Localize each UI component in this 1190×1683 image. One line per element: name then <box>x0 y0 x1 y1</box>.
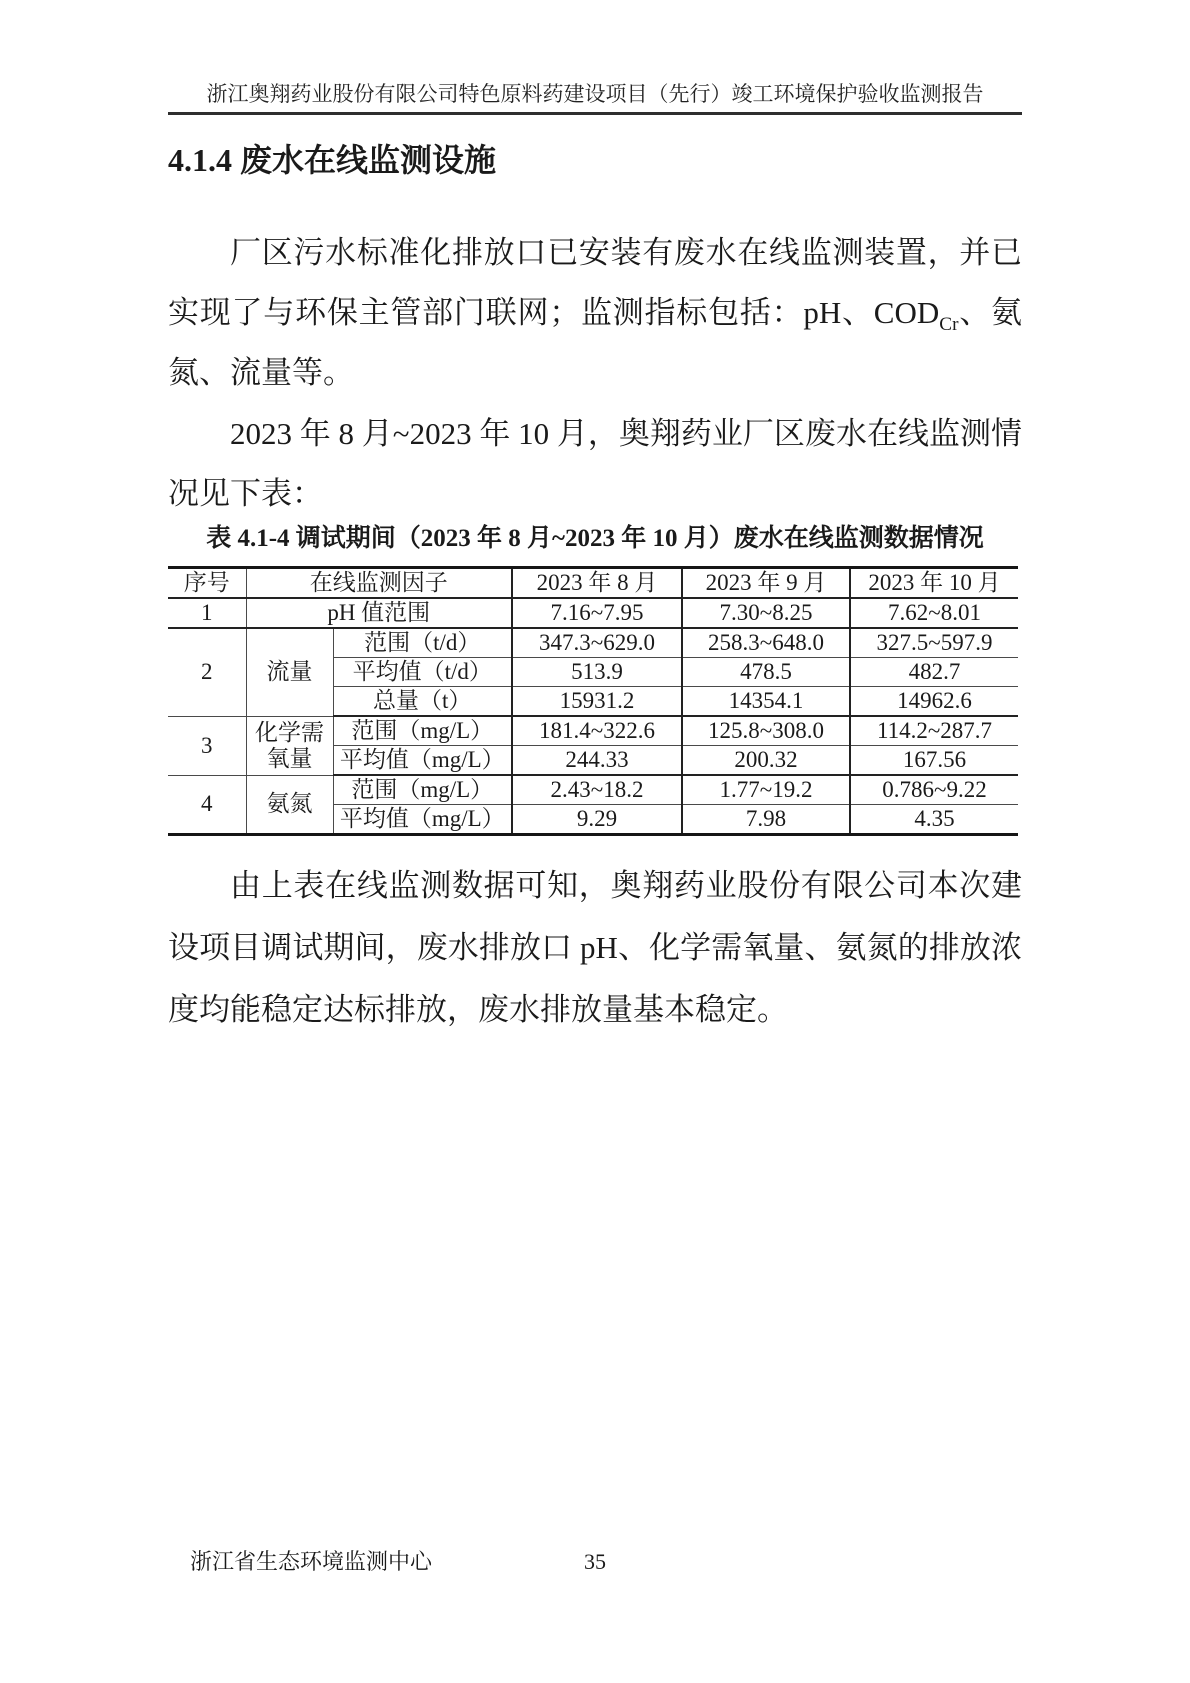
paragraph-text: 2023 年 8 月~2023 年 10 月，奥翔药业厂区废水在线监测情况见下表： <box>168 416 1022 511</box>
header-cell-sep: 2023 年 9 月 <box>682 568 850 599</box>
cell-cod-no: 3 <box>168 716 246 775</box>
cell-flow-range-oct: 327.5~597.9 <box>850 628 1018 658</box>
page-number: 35 <box>584 1549 606 1574</box>
cell-flow-range-aug: 347.3~629.0 <box>512 628 682 658</box>
cell-flow-total-aug: 15931.2 <box>512 687 682 717</box>
table-row-nh3-range <box>168 775 1018 805</box>
cell-flow-no: 2 <box>168 628 246 716</box>
cell-flow-avg-oct: 482.7 <box>850 658 1018 687</box>
paragraph-conclusion <box>168 855 1022 1041</box>
cell-cod-avg-aug: 244.33 <box>512 746 682 776</box>
monitoring-data-table <box>168 566 1018 836</box>
header-cell-no: 序号 <box>168 568 246 599</box>
paragraph-online-monitoring-intro <box>168 223 1022 403</box>
table-row-cod-range <box>168 716 1018 746</box>
cell-ph-sep: 7.30~8.25 <box>682 598 850 628</box>
cell-flow-total-label: 总量（t） <box>333 687 512 717</box>
cell-flow-avg-aug: 513.9 <box>512 658 682 687</box>
cell-cod-range-sep: 125.8~308.0 <box>682 716 850 746</box>
paragraph-text: 、氨氮、流量等。 <box>168 295 1023 390</box>
cell-cod-range-aug: 181.4~322.6 <box>512 716 682 746</box>
table-row-flow-range <box>168 628 1018 658</box>
cell-cod-avg-sep: 200.32 <box>682 746 850 776</box>
cell-ph-aug: 7.16~7.95 <box>512 598 682 628</box>
cell-nh3-range-label: 范围（mg/L） <box>333 775 512 805</box>
cell-flow-range-label: 范围（t/d） <box>333 628 512 658</box>
cell-cod-range-oct: 114.2~287.7 <box>850 716 1018 746</box>
cell-ph-no: 1 <box>168 598 246 628</box>
section-number: 4.1.4 <box>168 142 240 178</box>
cell-cod-factor: 化学需氧量 <box>246 716 333 775</box>
page-header <box>168 82 1022 115</box>
cell-flow-avg-sep: 478.5 <box>682 658 850 687</box>
cell-cod-range-label: 范围（mg/L） <box>333 716 512 746</box>
cod-cr-subscript: Cr <box>939 314 959 336</box>
paragraph-text: 厂区污水标准化排放口已安装有废水在线监测装置，并已实现了与环保主管部门联网；监测指标包括：pH、COD <box>168 235 1022 330</box>
header-cell-aug: 2023 年 8 月 <box>512 568 682 599</box>
cell-cod-avg-oct: 167.56 <box>850 746 1018 776</box>
cell-ph-oct: 7.62~8.01 <box>850 598 1018 628</box>
table-row-ph <box>168 598 1018 628</box>
cell-nh3-range-aug: 2.43~18.2 <box>512 775 682 805</box>
cell-flow-total-oct: 14962.6 <box>850 687 1018 717</box>
section-heading <box>168 140 1022 180</box>
paragraph-text: 由上表在线监测数据可知，奥翔药业股份有限公司本次建设项目调试期间，废水排放口 pH、化学需氧量、氨氮的排放浓度均能稳定达标排放，废水排放量基本稳定。 <box>168 868 1022 1027</box>
cell-flow-factor: 流量 <box>246 628 333 716</box>
footer-organization: 浙江省生态环境监测中心 <box>190 1549 433 1574</box>
cell-nh3-avg-sep: 7.98 <box>682 805 850 835</box>
cell-nh3-avg-aug: 9.29 <box>512 805 682 835</box>
table-title: 表 4.1-4 调试期间（2023 年 8 月~2023 年 10 月）废水在线监测数据情况 <box>206 525 984 552</box>
cell-nh3-avg-label: 平均值（mg/L） <box>333 805 512 835</box>
header-cell-oct: 2023 年 10 月 <box>850 568 1018 599</box>
cell-nh3-no: 4 <box>168 775 246 835</box>
section-title: 废水在线监测设施 <box>240 142 497 178</box>
cell-nh3-factor: 氨氮 <box>246 775 333 835</box>
table-header-row <box>168 568 1018 599</box>
cell-nh3-range-sep: 1.77~19.2 <box>682 775 850 805</box>
cell-flow-avg-label: 平均值（t/d） <box>333 658 512 687</box>
cell-nh3-range-oct: 0.786~9.22 <box>850 775 1018 805</box>
cell-flow-total-sep: 14354.1 <box>682 687 850 717</box>
header-cell-factor: 在线监测因子 <box>246 568 512 599</box>
cell-ph-factor: pH 值范围 <box>246 598 512 628</box>
cell-flow-range-sep: 258.3~648.0 <box>682 628 850 658</box>
paragraph-period-intro <box>168 404 1022 524</box>
cell-cod-avg-label: 平均值（mg/L） <box>333 746 512 776</box>
page-header-title: 浙江奥翔药业股份有限公司特色原料药建设项目（先行）竣工环境保护验收监测报告 <box>206 82 984 106</box>
cell-nh3-avg-oct: 4.35 <box>850 805 1018 835</box>
